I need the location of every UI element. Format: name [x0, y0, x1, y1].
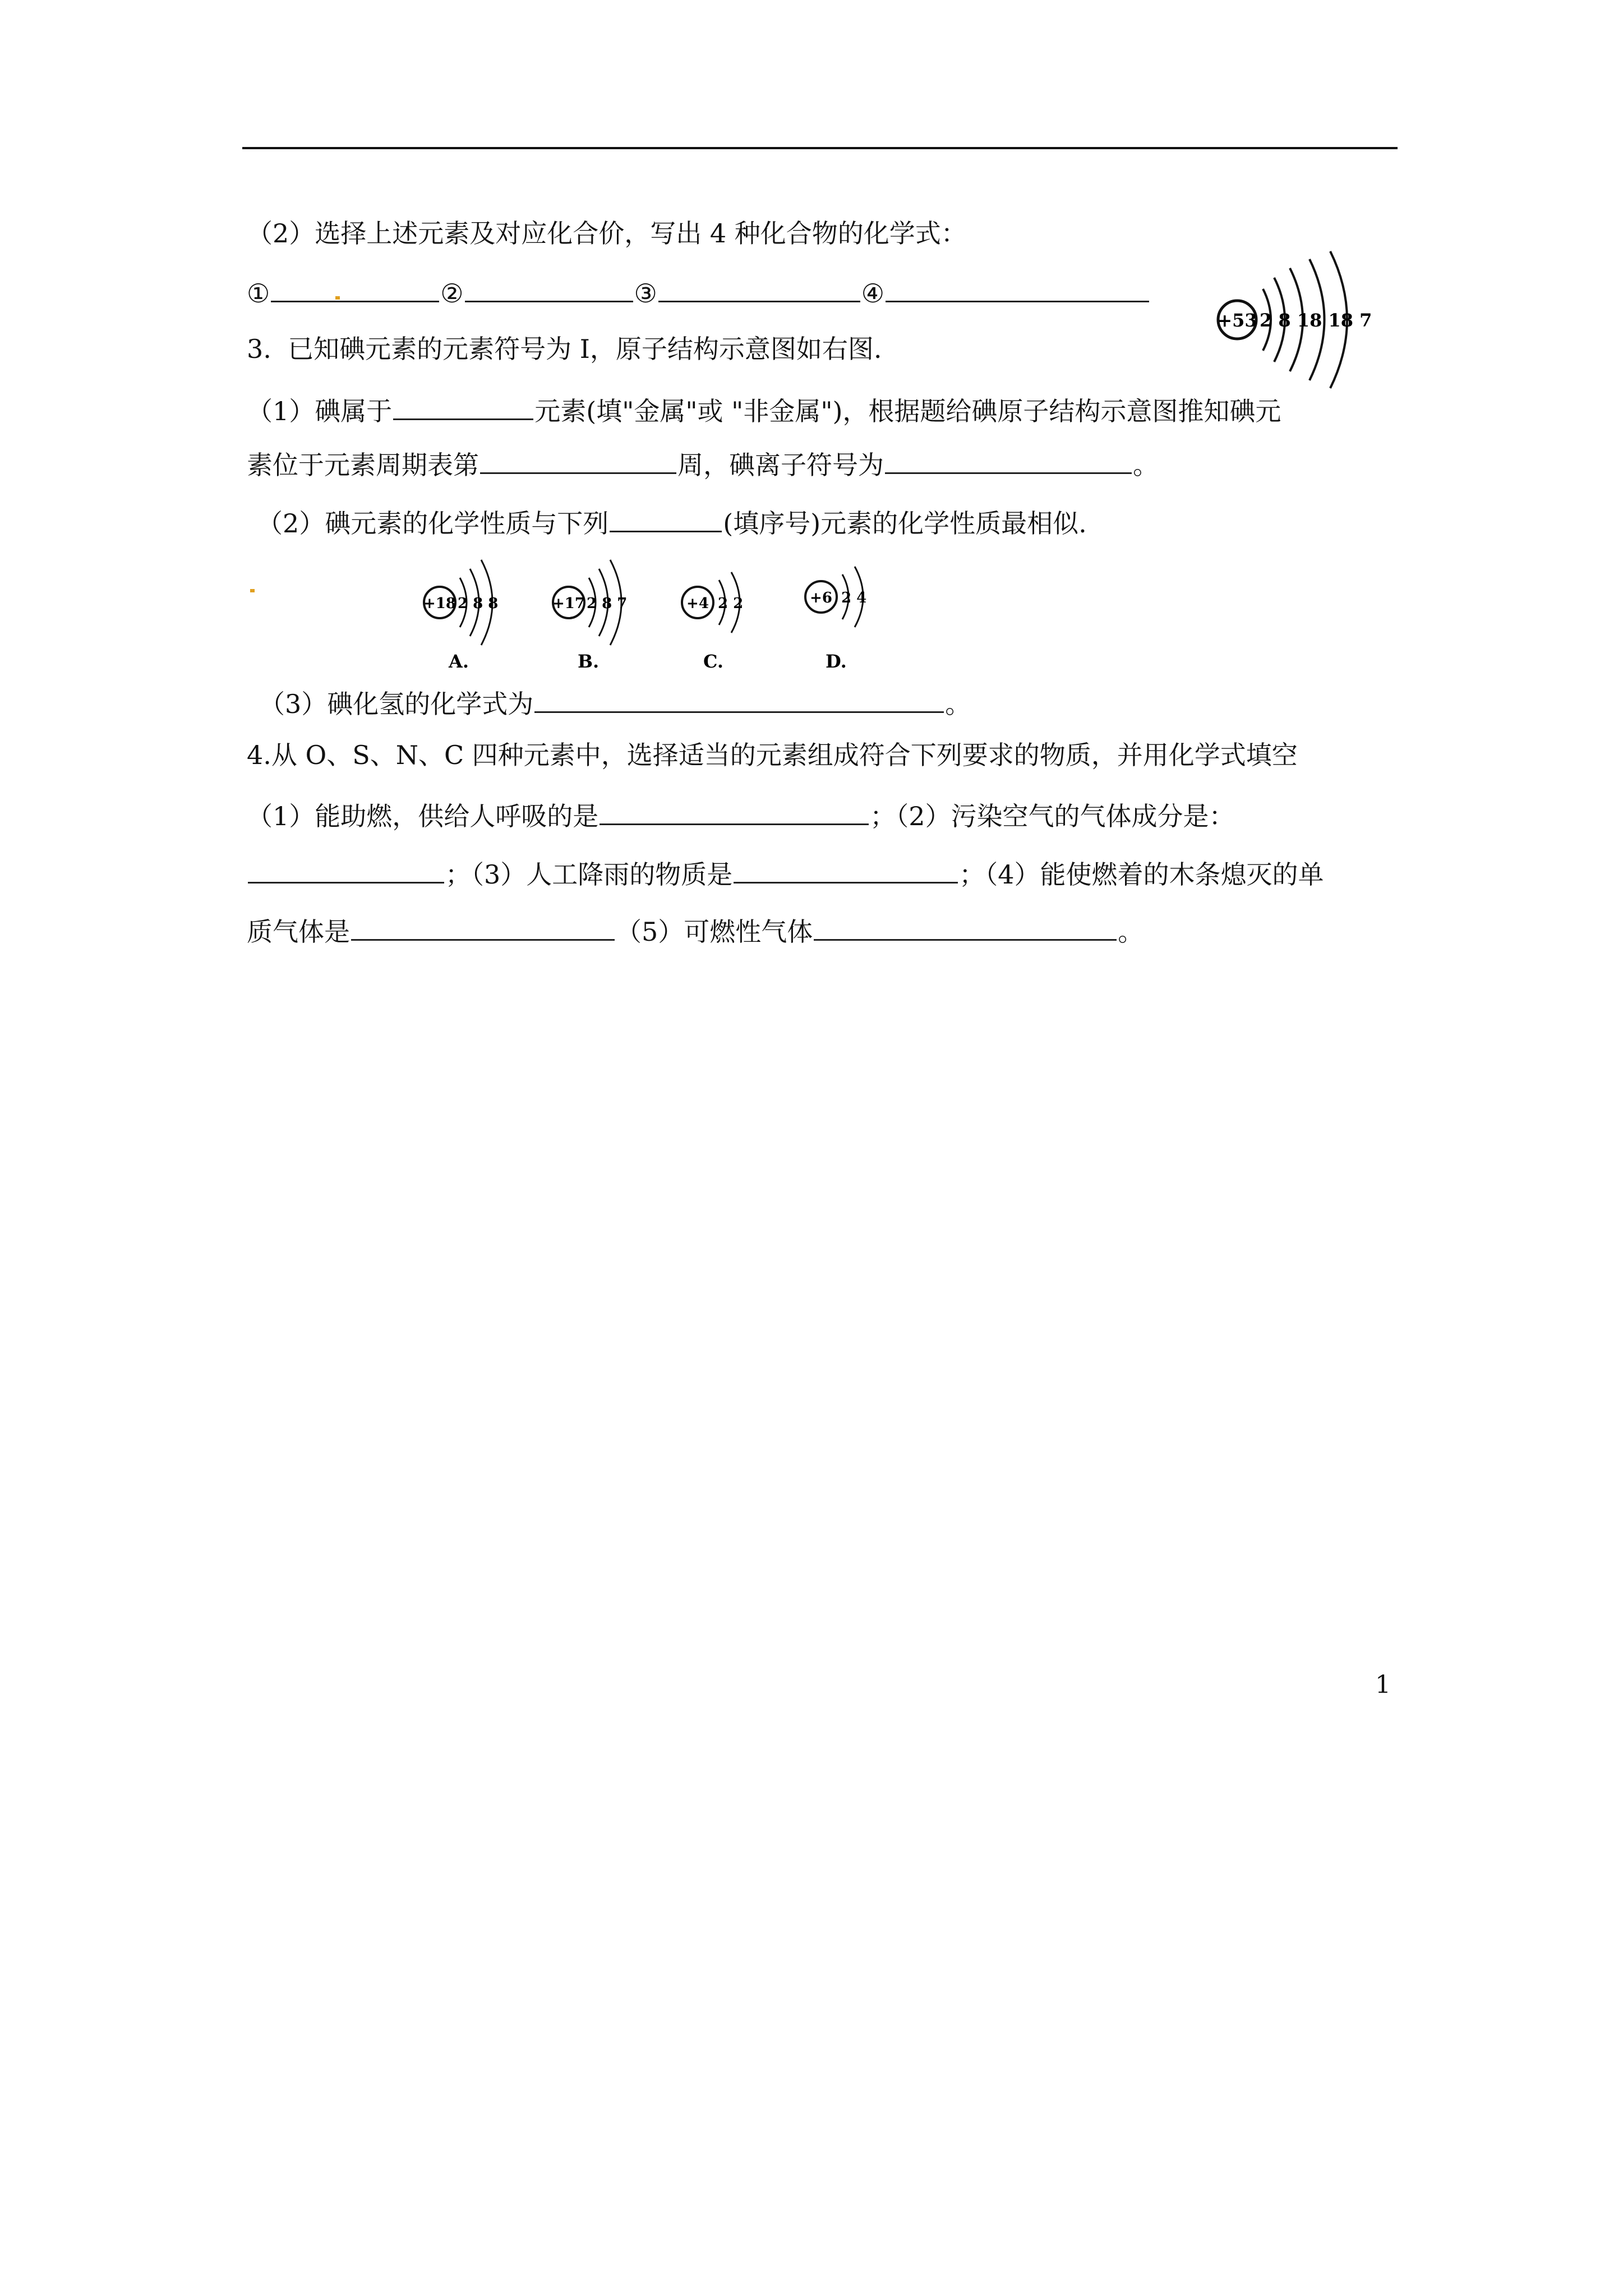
q3-blank-ion[interactable]	[885, 447, 1132, 474]
q4-blank-2[interactable]	[248, 856, 444, 884]
marker-1: ①	[247, 278, 270, 309]
answer-blank-2[interactable]	[465, 275, 633, 302]
q3-blank-hi-formula[interactable]	[534, 685, 944, 713]
page-number: 1	[1375, 1671, 1391, 1699]
svg-text:+4: +4	[686, 595, 709, 612]
answer-blank-4[interactable]	[886, 275, 1149, 302]
q4-blank-3[interactable]	[734, 856, 958, 884]
option-d-diagram	[796, 561, 886, 673]
iodine-atom-diagram	[1211, 247, 1391, 393]
svg-text:+18: +18	[423, 595, 456, 612]
q4-line3: 质气体是 （5）可燃性气体 。	[247, 913, 1144, 949]
q3-stem: 3. 已知碘元素的元素符号为 I，原子结构示意图如右图.	[247, 334, 882, 364]
q2-part2-answers	[247, 275, 1150, 310]
option-a-label: A.	[449, 651, 469, 672]
q4-blank-4[interactable]	[351, 913, 615, 941]
marker-4: ④	[861, 278, 884, 309]
svg-text:2 2: 2 2	[718, 595, 744, 612]
option-b-diagram	[544, 550, 645, 673]
header-rule	[242, 147, 1398, 149]
svg-text:2 8 8: 2 8 8	[458, 595, 499, 612]
iodine-shell-electrons: 2 8 18 18 7	[1260, 310, 1372, 331]
q4-blank-1[interactable]	[600, 798, 869, 825]
marker-2: ②	[440, 278, 464, 309]
q3-part1-line1: （1）碘属于 元素(填"金属"或 "非金属")，根据题给碘原子结构示意图推知碘元	[247, 393, 1281, 428]
iodine-nucleus-label: +53	[1217, 310, 1257, 331]
option-a-diagram	[415, 550, 516, 673]
q3-blank-period[interactable]	[480, 447, 676, 474]
q3-part2: （2）碘元素的化学性质与下列 (填序号)元素的化学性质最相似.	[257, 505, 1087, 540]
q3-blank-metal[interactable]	[393, 393, 533, 420]
stray-mark	[335, 296, 340, 300]
q2-part2-prompt: （2）选择上述元素及对应化合价，写出 4 种化合物的化学式：	[247, 218, 967, 249]
option-d-label: D.	[826, 651, 847, 672]
q3-blank-option[interactable]	[610, 505, 722, 532]
stray-mark-2	[250, 589, 255, 592]
svg-text:+17: +17	[552, 595, 585, 612]
svg-text:2 8 7: 2 8 7	[587, 595, 628, 612]
marker-3: ③	[634, 278, 657, 309]
option-c-diagram	[673, 561, 763, 673]
q4-line1: （1）能助燃，供给人呼吸的是 ；（2）污染空气的气体成分是：	[247, 798, 1235, 833]
answer-blank-1[interactable]	[271, 275, 439, 302]
option-c-label: C.	[703, 651, 724, 672]
svg-text:2 4: 2 4	[841, 590, 867, 606]
answer-blank-3[interactable]	[658, 275, 860, 302]
q3-part1-line2: 素位于元素周期表第 周，碘离子符号为 。	[247, 447, 1159, 482]
q4-blank-5[interactable]	[814, 913, 1117, 941]
option-b-label: B.	[578, 651, 600, 672]
q3-part3: （3）碘化氢的化学式为 。	[259, 685, 971, 721]
svg-text:+6: +6	[810, 590, 832, 606]
q4-stem: 4.从 O、S、N、C 四种元素中，选择适当的元素组成符合下列要求的物质，并用化学式填空	[247, 740, 1298, 770]
q4-line2: ；（3）人工降雨的物质是 ；（4）能使燃着的木条熄灭的单	[247, 856, 1324, 891]
